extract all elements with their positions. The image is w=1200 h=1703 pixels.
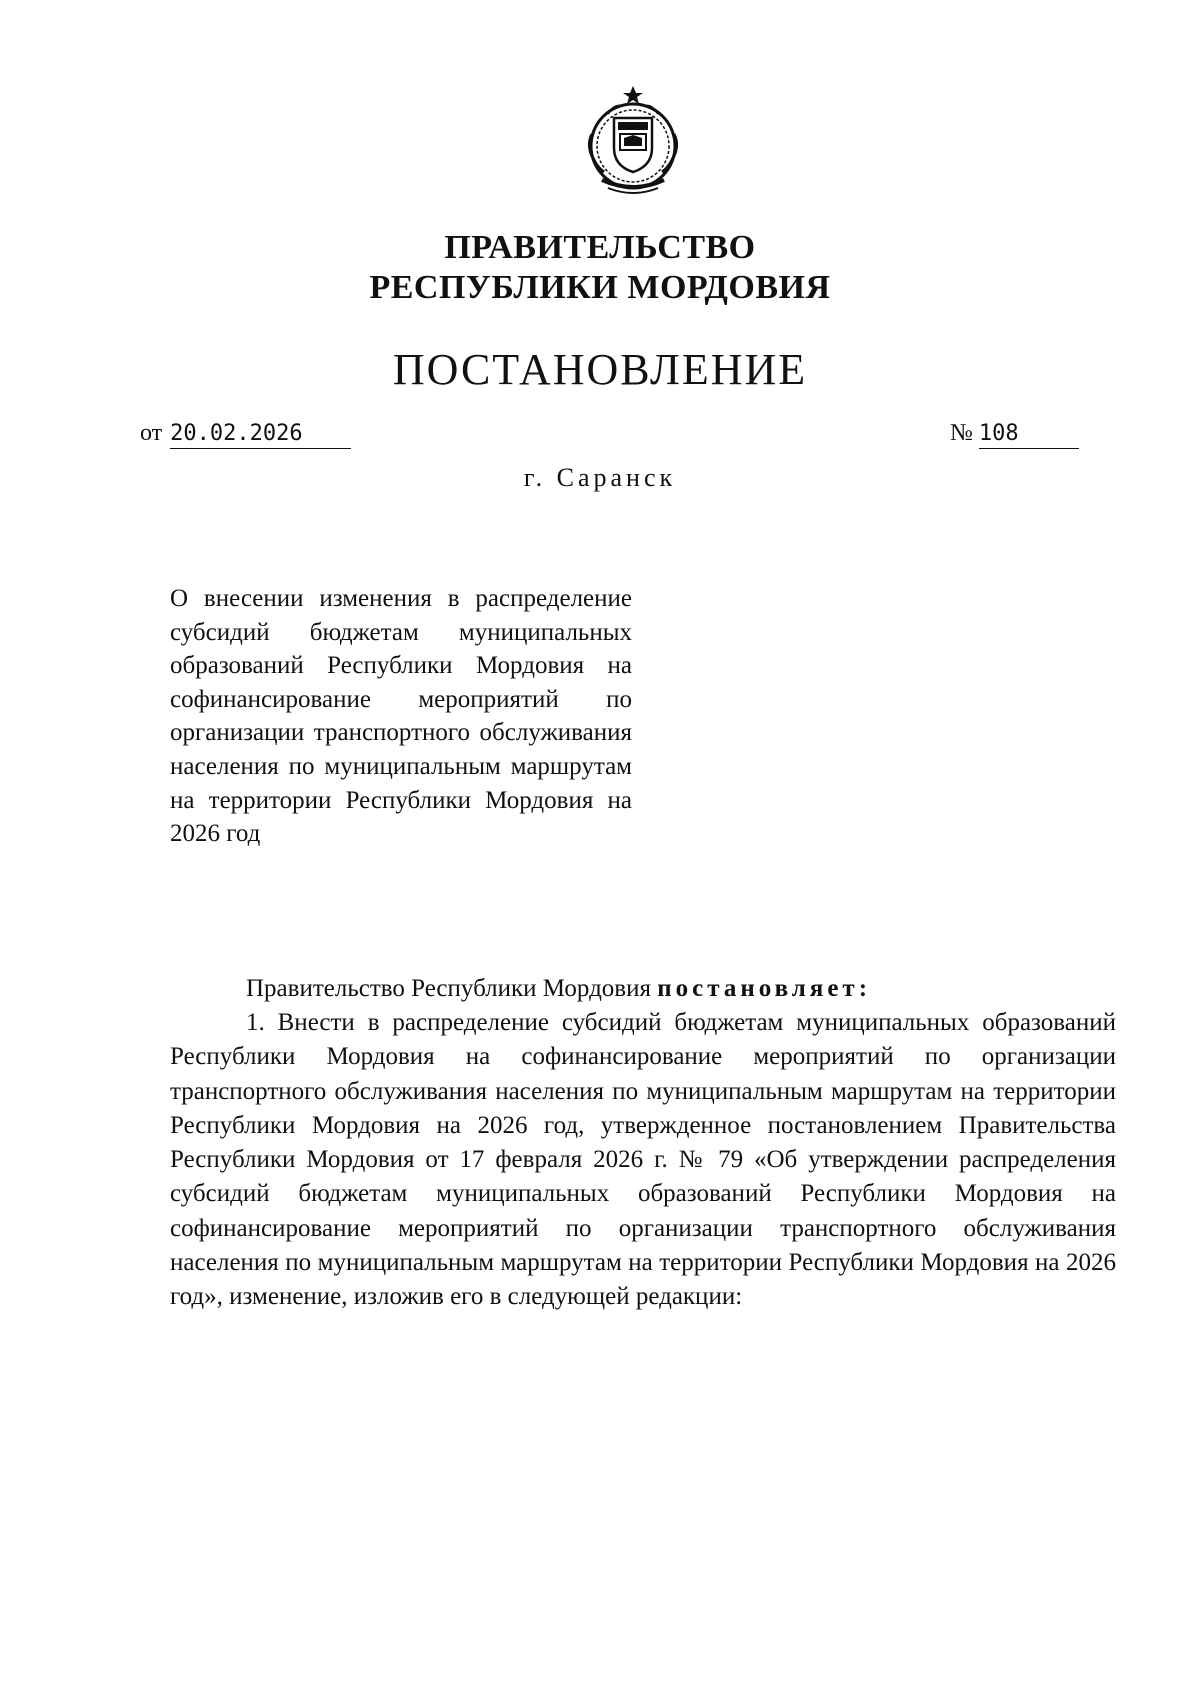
document-type-title: ПОСТАНОВЛЕНИЕ (392, 345, 808, 394)
decree-paragraph-1: 1. Внести в распределение субсидий бюджетам муниципальных образований Республики Мордовия на софинансирование мероприятий по организации транспортного обслуживания населения по муниципальным маршрутам на территории Республики Мордовия на 2026 год, утвержденное постановлением Правительства Республики Мордовия от 17 февраля 2026 г. № 79 «Об утверждении распределения субсидий бюджетам муниципальных образований Республики Мордовия на софинансирование мероприятий по организации транспортного обслуживания населения по муниципальным маршрутам на территории Республики Мордовия на 2026 год», изменение, изложив его в следующей редакции: (170, 1009, 1116, 1311)
city-name: г. Саранск (523, 463, 677, 492)
decree-intro (246, 972, 871, 1006)
date-value: 20.02.2026 (170, 422, 350, 449)
decree-verb: постановляет: (657, 975, 872, 1002)
date-prefix: от (140, 420, 163, 446)
date-field (140, 418, 351, 449)
number-value: 108 (979, 422, 1079, 449)
number-prefix: № (950, 420, 973, 446)
government-name-line1: ПРАВИТЕЛЬСТВО (444, 229, 756, 266)
document-number-field (950, 418, 1079, 449)
subject-tail: 2026 год (170, 820, 261, 848)
decree-intro-text: Правительство Республики Мордовия (246, 975, 651, 1002)
coat-of-arms-icon (578, 84, 688, 204)
document-subject (170, 582, 632, 851)
government-name-line2: РЕСПУБЛИКИ МОРДОВИЯ (369, 269, 831, 306)
subject-text: О внесении изменения в распределение субсидий бюджетам муниципальных образований Республики Мордовия на софинансирование мероприятий по организации транспортного обслуживания населения по муниципальным маршрутам на территории Республики Мордовия на (170, 585, 632, 814)
